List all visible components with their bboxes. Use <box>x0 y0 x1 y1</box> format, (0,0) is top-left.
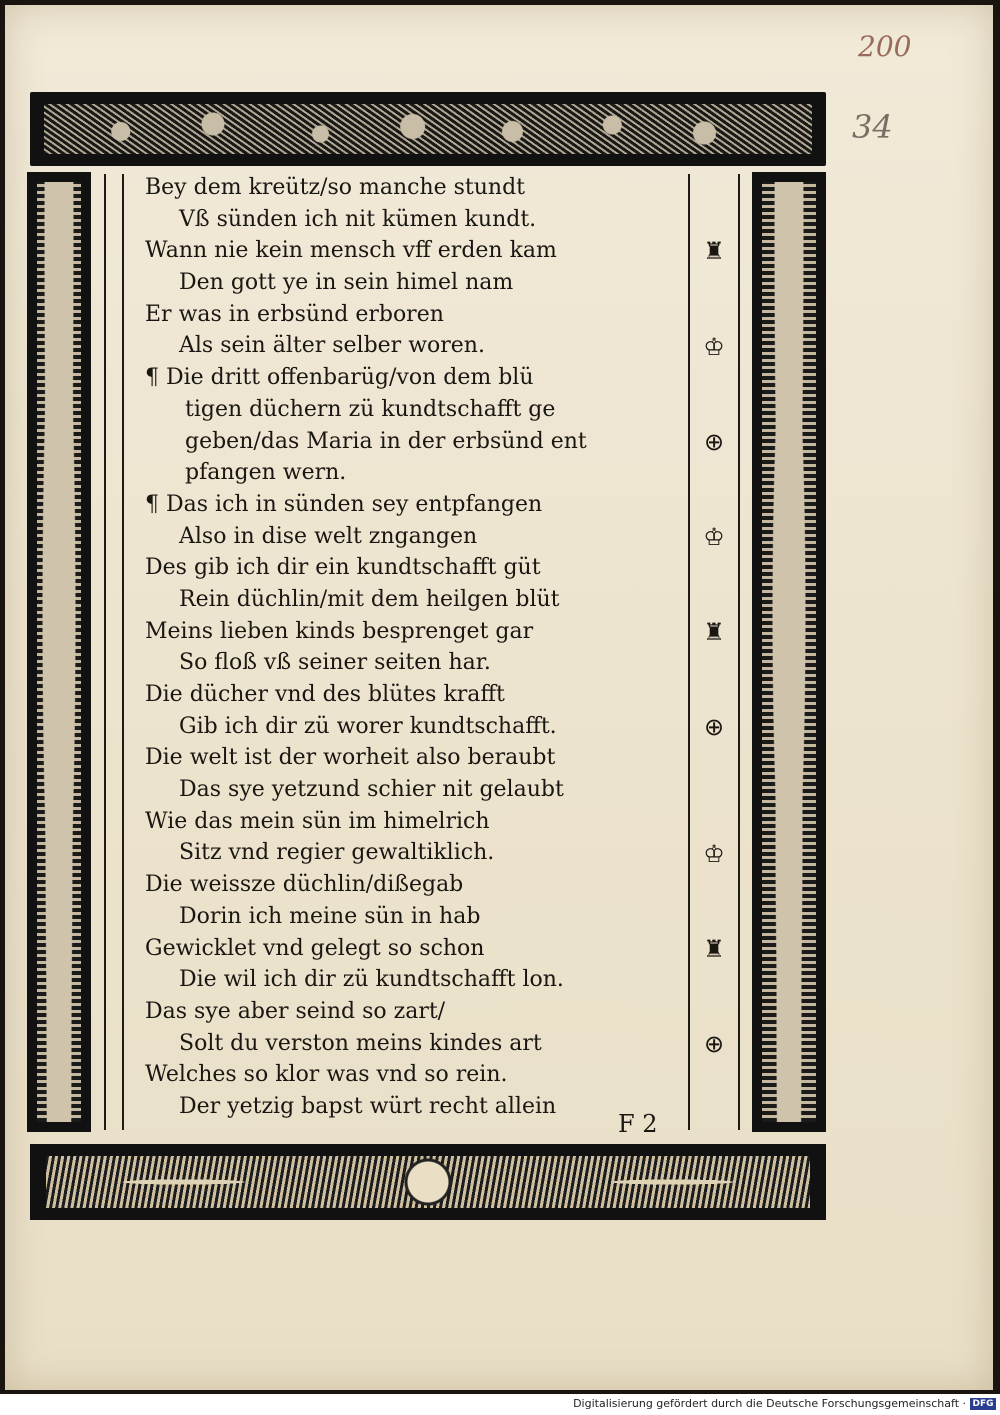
handwritten-folio-number: 34 <box>852 108 893 146</box>
dfg-logo: DFG <box>970 1398 996 1410</box>
boot-symbol-icon: ♜ <box>703 237 725 266</box>
verse-line: Wann nie kein mensch vff erden kam <box>145 238 557 264</box>
verse-line: pfangen wern. <box>185 460 347 486</box>
verse-line: Rein düchlin/mit dem heilgen blüt <box>179 586 560 612</box>
verse-line: Des gib ich dir ein kundtschafft güt <box>145 555 541 581</box>
column-rule <box>738 174 740 1130</box>
cross-circle-symbol-icon: ⊕ <box>703 712 725 741</box>
verse-line: Welches so klor was vnd so rein. <box>145 1062 508 1088</box>
crown-symbol-icon: ♔ <box>703 522 725 551</box>
verse-line: Das sye yetzund schier nit gelaubt <box>179 777 564 803</box>
boot-symbol-icon: ♜ <box>703 934 725 963</box>
verse-line: Als sein älter selber woren. <box>179 333 485 359</box>
woodcut-border-left <box>27 172 91 1132</box>
verse-line: Das sye aber seind so zart/ <box>145 998 446 1024</box>
verse-line: Die welt ist der worheit also beraubt <box>145 745 556 771</box>
verse-line: Die dücher vnd des blütes krafft <box>145 682 505 707</box>
crown-symbol-icon: ♔ <box>703 839 725 868</box>
verse-line: Den gott ye in sein himel nam <box>179 270 514 296</box>
column-rule <box>688 174 690 1130</box>
woodcut-border-bottom <box>30 1144 826 1220</box>
signature-mark: F 2 <box>618 1110 658 1138</box>
verse-line: Der yetzig bapst würt recht allein <box>179 1093 557 1119</box>
crown-symbol-icon: ♔ <box>703 332 725 361</box>
verse-line: So floß vß seiner seiten har. <box>179 650 491 676</box>
cross-circle-symbol-icon: ⊕ <box>703 1029 725 1058</box>
verse-line: Sitz vnd regier gewaltiklich. <box>179 840 495 866</box>
verse-line: Also in dise welt zngangen <box>179 523 478 549</box>
verse-line: Meins lieben kinds besprenget gar <box>145 618 534 644</box>
verse-line: Bey dem kreütz/so manche stundt <box>145 175 526 200</box>
verse-text-block <box>145 172 685 1137</box>
boot-symbol-icon: ♜ <box>703 617 725 646</box>
woodcut-border-top <box>30 92 826 166</box>
verse-line: Er was in erbsünd erboren <box>145 301 444 327</box>
verse-line: Die weissze düchlin/dißegab <box>145 872 464 898</box>
verse-line: Gib ich dir zü worer kundtschafft. <box>179 713 557 739</box>
verse-line: Wie das mein sün im himelrich <box>145 808 490 834</box>
cross-circle-symbol-icon: ⊕ <box>703 427 725 456</box>
handwritten-page-number: 200 <box>858 30 912 63</box>
verse-line: ¶ Das ich in sünden sey entpfangen <box>145 491 543 517</box>
verse-line: geben/das Maria in der erbsünd ent <box>185 428 587 454</box>
verse-line: tigen düchern zü kundtschafft ge <box>185 396 556 422</box>
column-rule <box>104 174 106 1130</box>
column-rule <box>122 174 124 1130</box>
verse-line: Die wil ich dir zü kundtschafft lon. <box>179 967 564 993</box>
verse-line: ¶ Die dritt offenbarüg/von dem blü <box>145 365 534 391</box>
verse-line: Dorin ich meine sün in hab <box>179 903 481 929</box>
woodcut-border-right <box>752 172 826 1132</box>
verse-line: Gewicklet vnd gelegt so schon <box>145 935 485 961</box>
verse-line: Vß sünden ich nit kümen kundt. <box>179 206 537 232</box>
verse-line: Solt du verston meins kindes art <box>179 1030 542 1056</box>
digitization-credit: Digitalisierung gefördert durch die Deutsche Forschungsgemeinschaft · <box>573 1397 966 1410</box>
